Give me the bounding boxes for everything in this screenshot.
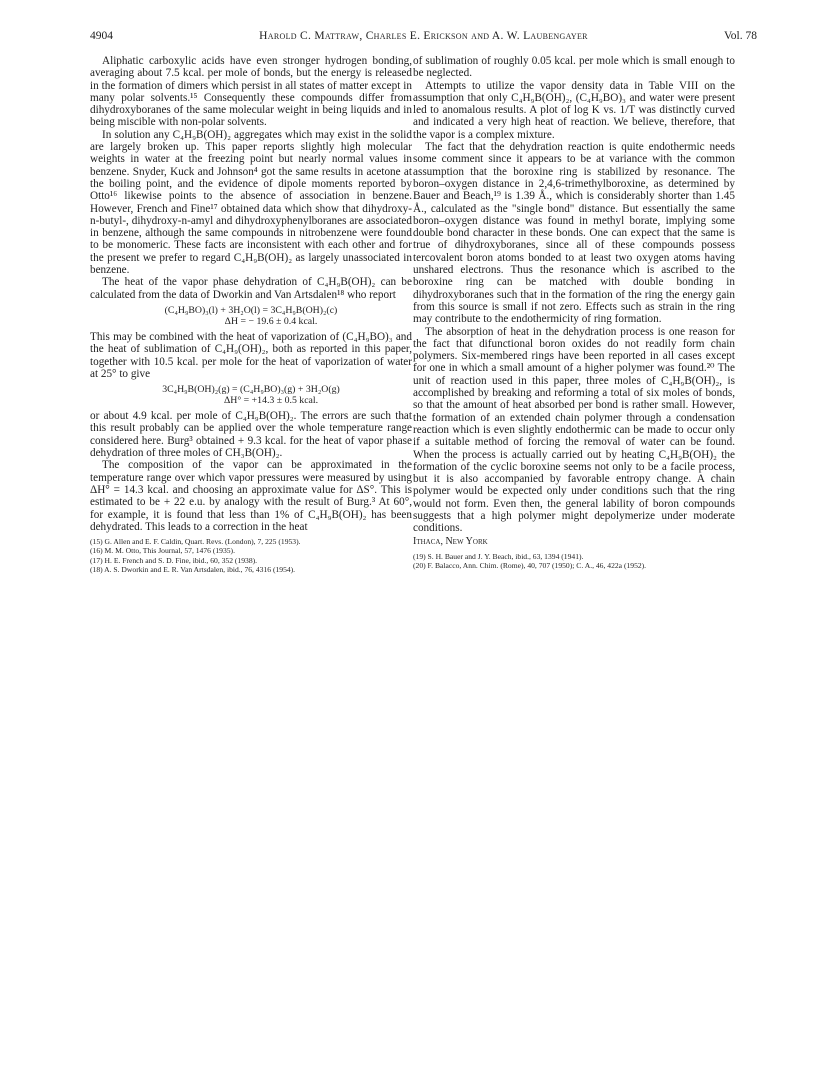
paragraph: The absorption of heat in the dehydration process is one reason for the fact that difunctional boron oxides do not readily form chain polymers. Six-membered rings have been reported in all cases except for one in which a small amount of a higher polymer was found.²⁰ The unit of reaction used in this paper, three moles of C₄H₉B(OH)₂, is accomplished by breaking and reforming a total of six moles of bonds, so that the amount of heat absorbed per bond is rather small. However, the formation of an extended chain polymer through a condensation reaction which is even slightly endothermic can be made to occur only if a suitable method of forcing the removal of water can be found. When the process is actually carried out by heating C₄H₉B(OH)₂ the formation of the cyclic boroxine seems not only to be a facile process, but it is also accompanied by favorable entropy change. A chain polymer would be expected only under conditions such that the ring would not form. Even then, the general lability of boron compounds suggests that a high polymer might depolymerize under moderate conditions. [413,325,735,535]
right-column [413,55,735,570]
footnote-17: (17) H. E. French and S. D. Fine, ibid., 60, 352 (1938). [90,555,258,565]
equation-1 [90,305,412,327]
paragraph: of sublimation of roughly 0.05 kcal. per mole which is small enough to be neglected. [413,55,735,80]
paragraph: In solution any C₄H₉B(OH)₂ aggregates which may exist in the solid are largely broken up. This paper reports slightly high molecular weights in water at the freezing point but nearly normal values in benzene. Snyder, Kuck and Johnson⁴ got the same results in acetone at the boiling point, and the evidence of dipole moments reported by Otto¹⁶ likewise points to the absence of association in benzene. However, French and Fine¹⁷ obtained data which show that dihydroxy-n-butyl-, dihydroxy-n-amyl and dihydroxyphenylboranes are associated in benzene, although the same compounds in nitrobenzene were found to be monomeric. These facts are inconsistent with each other and for the present we prefer to regard C₄H₉B(OH)₂ as largely unassociated in benzene. [90,128,412,277]
paragraph: The heat of the vapor phase dehydration of C₄H₉B(OH)₂ can be calculated from the data of Dworkin and Van Artsdalen¹⁸ who report [90,276,412,301]
paragraph: Attempts to utilize the vapor density data in Table VIII on the assumption that only C₄H₉B(OH)₂, (C₄H₉BO)₃ and water were present led to anomalous results. A plot of log K vs. 1/T was distinctly curved and indicated a very high heat of reaction. We believe, therefore, that the vapor is a complex mixture. [413,79,735,141]
page-number: 4904 [90,30,113,42]
paragraph: Aliphatic carboxylic acids have even stronger hydrogen bonding, averaging about 7.5 kcal. per mole of bonds, but the energy is released in the formation of dimers which persist in all states of matter except in many polar solvents.¹⁵ Consequently these compounds differ from dihydroxyboranes of the same molecular weight in being liquids and in being miscible with non-polar solvents. [90,55,412,129]
equation-2-reaction: 3C₄H₉B(OH)₂(g) = (C₄H₉BO)₃(g) + 3H₂O(g) [162,384,340,396]
running-head-authors: Harold C. Mattraw, Charles E. Erickson and A. W. Laubengayer [259,30,588,42]
paragraph: The fact that the dehydration reaction is quite endothermic needs some comment since it appears to be at variance with the common assumption that the boroxine ring is stabilized by resonance. The boron–oxygen distance in 2,4,6-trimethylboroxine, as determined by Bauer and Beach,¹⁹ is 1.39 Å., which is considerably shorter than 1.45 Å., calculated as the "single bond" distance. But essentially the same boron–oxygen distance was found in methyl borate, implying some double bond character in these bonds. One can expect that the same is true of dihydroxyboranes, since all of these compounds possess tercovalent boron atoms bonded to at least two oxygen atoms having unshared electrons. Thus the resonance which is ascribed to the boroxine ring can be matched with double bonding in dihydroxyboranes such that in the formation of the ring the energy gain from this source is small if not zero. Effects such as strain in the ring may contribute to the endothermicity of ring formation. [413,141,735,326]
running-header [90,30,757,46]
footnote-16: (16) M. M. Otto, This Journal, 57, 1476 (1935). [90,546,235,556]
volume-number: Vol. 78 [723,30,757,42]
footnote-18: (18) A. S. Dworkin and E. R. Van Artsdalen, ibid., 76, 4316 (1954). [90,564,296,574]
equation-1-reaction: (C₄H₉BO)₃(l) + 3H₂O(l) = 3C₄H₉B(OH)₂(c) [164,304,338,316]
paragraph: The composition of the vapor can be approximated in the temperature range over which vapor pressures were measured by using ΔH° = 14.3 kcal. and choosing an approximate value for ΔS°. This is estimated to be + 22 e.u. by analogy with the result of Burg.³ At 60°, for example, it is found that less than 1% of C₄H₉B(OH)₂ has been dehydrated. This leads to a correction in the heat [90,459,412,533]
equation-2 [90,384,412,406]
equation-1-enthalpy: ΔH = − 19.6 ± 0.4 kcal. [224,315,318,327]
left-column [90,55,412,574]
equation-2-enthalpy: ΔH° = +14.3 ± 0.5 kcal. [223,395,319,407]
author-location: Ithaca, New York [413,535,488,547]
footnote-15: (15) G. Allen and E. F. Caldin, Quart. Revs. (London), 7, 225 (1953). [90,537,301,547]
footnotes-left [90,537,412,574]
footnotes-right [413,552,735,570]
footnote-20: (20) F. Balacco, Ann. Chim. (Rome), 40, 707 (1950); C. A., 46, 422a (1952). [413,561,647,571]
paragraph: This may be combined with the heat of vaporization of (C₄H₉BO)₃ and the heat of sublimation of C₄H₉(OH)₂, both as reported in this paper, together with 10.5 kcal. per mole for the heat of vaporization of water at 25° to give [90,330,412,380]
paragraph: or about 4.9 kcal. per mole of C₄H₉B(OH)₂. The errors are such that this result probably can be applied over the whole temperature range considered here. Burg³ obtained + 9.3 kcal. for the heat of vapor phase dehydration of three moles of CH₃B(OH)₂. [90,410,412,460]
footnote-19: (19) S. H. Bauer and J. Y. Beach, ibid., 63, 1394 (1941). [413,551,584,561]
